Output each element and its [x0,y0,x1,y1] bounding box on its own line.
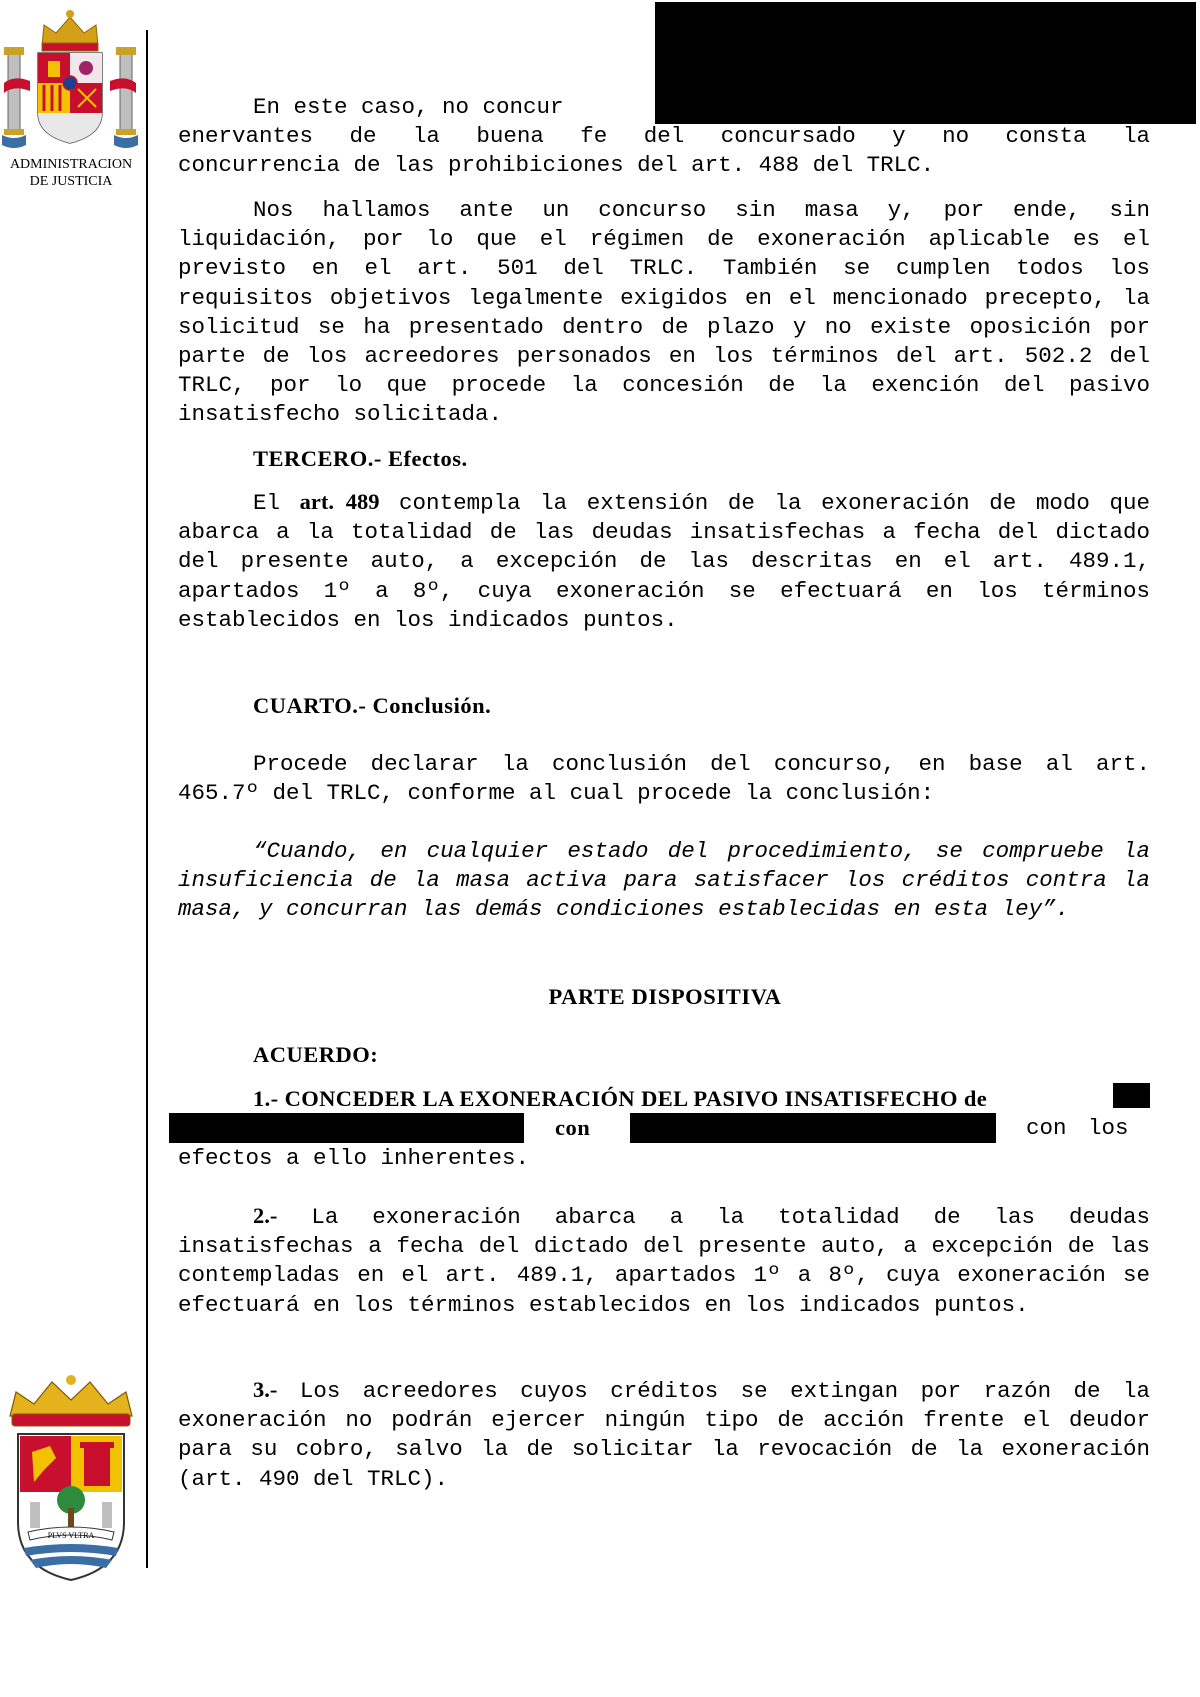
disposition-3-text [178,1375,1150,1494]
paragraph-3-post: contempla la extensión de la exoneración de modo que abarca a la totalidad de las deudas insatisfechas a fecha del dictado del presente auto, a excepción de las descritas en el art. 489.1, apartados 1º a 8º, cuya exoneración se efectuará en los términos establecidos en los indicados puntos. [178,490,1150,633]
redaction-block [169,1113,524,1143]
paragraph-1-line3: concurrencia de las prohibiciones del art. 488 del TRLC. [178,152,935,179]
disposition-1-con-los: con los [1026,1115,1129,1141]
redaction-block [1113,1083,1150,1108]
heading-cuarto: CUARTO.- Conclusión. [253,693,492,718]
disposition-3-body: Los acreedores cuyos créditos se extingan por razón de la exoneración no podrán ejercer ningún tipo de acción frente el deudor para su cobro, salvo la de solicitar la revocación de la exoneración (art. 490 del TRLC). [178,1378,1150,1492]
admin-label-line1: ADMINISTRACION [9,157,133,172]
paragraph-3-pre: El [253,490,300,516]
disposition-3 [178,1375,1150,1494]
disposition-1-heading: 1.- CONCEDER LA EXONERACIÓN DEL PASIVO INSATISFECHO de [253,1086,988,1111]
disposition-2-number: 2.- [253,1203,278,1228]
extremadura-motto: PLVS VLTRA [47,1531,95,1540]
admin-label-line2: DE JUSTICIA [29,174,113,189]
disposition-1-con: con [555,1115,591,1140]
paragraph-3-bold: art. 489 [299,489,380,514]
extremadura-coat-of-arms-icon [4,1372,138,1584]
heading-acuerdo: ACUERDO: [253,1042,379,1067]
redaction-block [630,1113,996,1143]
paragraph-4 [178,750,1150,808]
paragraph-2 [178,196,1150,430]
heading-parte-dispositiva: PARTE DISPOSITIVA [548,984,782,1009]
paragraph-4-text: Procede declarar la conclusión del concurso, en base al art. 465.7º del TRLC, conforme al cual procede la conclusión: [178,751,1150,807]
paragraph-1 [178,93,1150,181]
heading-tercero: TERCERO.- Efectos. [253,446,468,471]
paragraph-3-text [178,487,1150,635]
disposition-3-number: 3.- [253,1377,278,1402]
disposition-2-body: La exoneración abarca a la totalidad de las deudas insatisfechas a fecha del dictado del presente auto, a excepción de las contempladas en el art. 489.1, apartados 1º a 8º, cuya exoneración se efectuará en los términos establecidos en los indicados puntos. [178,1204,1150,1318]
disposition-2 [178,1201,1150,1320]
paragraph-2-text: Nos hallamos ante un concurso sin masa y, por ende, sin liquidación, por lo que el régimen de exoneración aplicable es el previsto en el art. 501 del TRLC. También se cumplen todos los requisitos objetivos legalmente exigidos en el mencionado precepto, la solicitud se ha presentado dentro de plazo y no existe oposición por parte de los acreedores personados en los términos del art. 502.2 del TRLC, por lo que procede la concesión de la exención del pasivo insatisfecho solicitada. [178,197,1150,428]
legal-quote [178,837,1150,925]
disposition-1-end: efectos a ello inherentes. [178,1145,530,1171]
administration-label [0,156,142,190]
disposition-2-text [178,1201,1150,1320]
legal-quote-text: “Cuando, en cualquier estado del procedimiento, se compruebe la insuficiencia de la masa activa para satisfacer los créditos contra la masa, y concurran las demás condiciones establecidas en esta ley”. [178,838,1150,923]
spain-coat-of-arms-icon [0,5,140,155]
paragraph-3 [178,487,1150,635]
paragraph-1-line1: En este caso, no concur [253,94,564,120]
margin-rule [146,30,148,1568]
paragraph-1-line2: enervantes de la buena fe del concursado y no consta la [178,123,1150,150]
